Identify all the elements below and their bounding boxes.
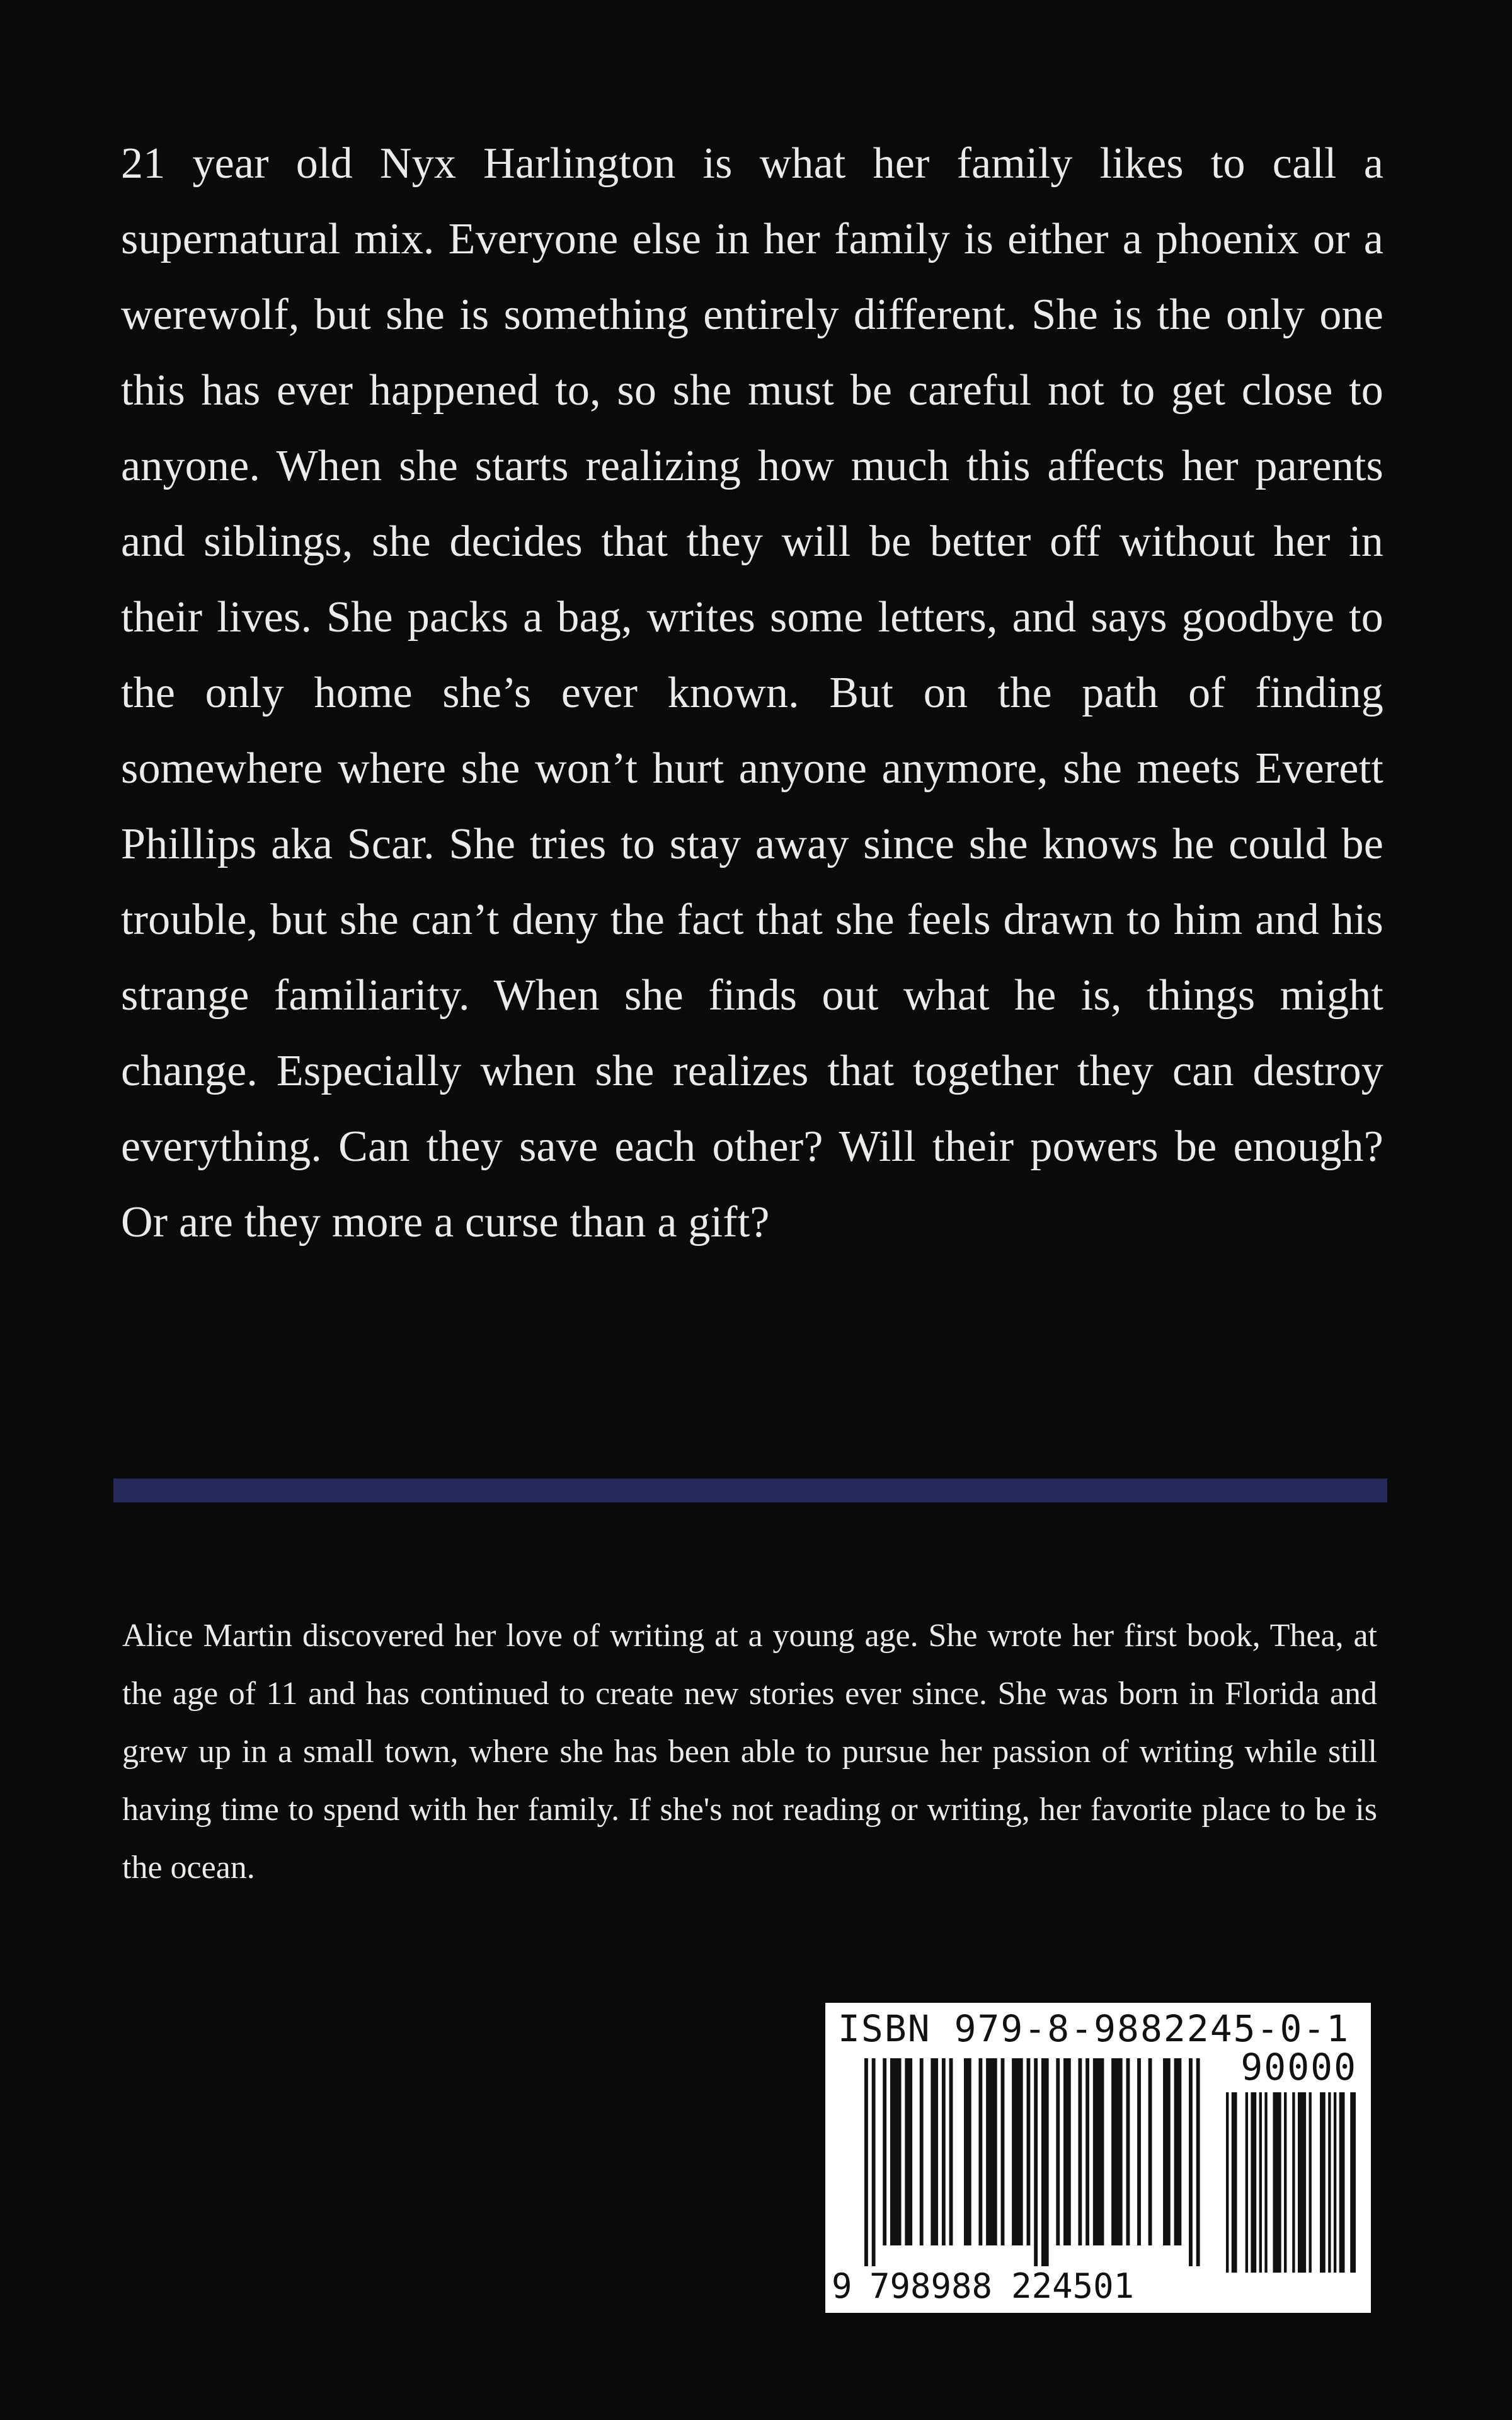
- barcode-digit-first: 9: [832, 2266, 852, 2306]
- book-blurb: 21 year old Nyx Harlington is what her family likes to call a supernatural mix. Everyone else in her family is either a phoenix or a werewolf, but she is something entirely different. She is the only one this has ever happened to, so she must be careful not to get close to anyone. When she starts realizing how much this affects her parents and siblings, she decides that they will be better off without her in their lives. She packs a bag, writes some letters, and says goodbye to the only home she’s ever known. But on the path of finding somewhere where she won’t hurt anyone anymore, she meets Everett Phillips aka Scar. She tries to stay away since she knows he could be trouble, but she can’t deny the fact that she feels drawn to him and his strange familiarity. When she finds out what he is, things might change. Especially when she realizes that together they can destroy everything. Can they save each other? Will their powers be enough? Or are they more a curse than a gift?: [121, 139, 1383, 1247]
- barcode-digits: [832, 2267, 1137, 2305]
- price-code: 90000: [1240, 2046, 1357, 2089]
- barcode-digits-right: 224501: [1009, 2267, 1137, 2305]
- barcode-digits-left: 798988: [867, 2267, 995, 2305]
- isbn-label: ISBN 979-8-9882245-0-1: [838, 2007, 1350, 2050]
- author-bio: Alice Martin discovered her love of writing at a young age. She wrote her first book, Thea, at the age of 11 and has continued to create new stories ever since. She was born in Florida and grew up in a small town, where she has been able to pursue her passion of writing while still having time to spend with her family. If she's not reading or writing, her favorite place to be is the ocean.: [122, 1618, 1377, 1886]
- barcode-addon-bars: [1226, 2092, 1356, 2293]
- divider-bar: [113, 1478, 1387, 1502]
- barcode-main-bars: [864, 2058, 1215, 2266]
- isbn-barcode: [825, 2003, 1371, 2313]
